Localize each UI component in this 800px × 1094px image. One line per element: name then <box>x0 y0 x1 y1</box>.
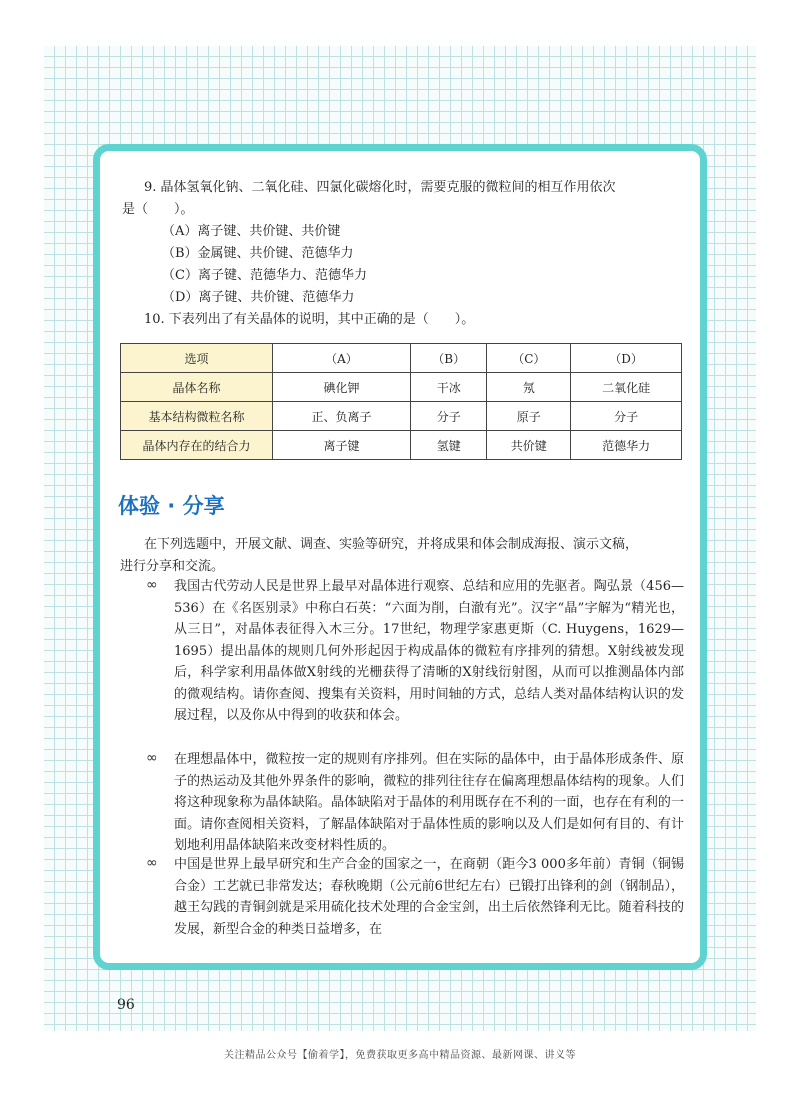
table-row-label: 晶体名称 <box>121 373 273 402</box>
topic-paragraph: 中国是世界上最早研究和生产合金的国家之一，在商朝（距今3 000多年前）青铜（铜锡合金）工艺就已非常发达；春秋晚期（公元前6世纪左右）已锻打出锋利的剑（钢制品），越王勾践的青铜剑就是采用硫化技术处理的合金宝剑，出土后依然锋利无比。随着科技的发展，新型合金的种类日益增多，在 <box>174 857 684 937</box>
table-cell: 氢键 <box>410 431 486 460</box>
crystal-table <box>120 343 682 460</box>
topic-paragraph: 在理想晶体中，微粒按一定的规则有序排列。但在实际的晶体中，由于晶体形成条件、原子的热运动及其他外界条件的影响，微粒的排列往往存在偏离理想晶体结构的现象。人们将这种现象称为晶体缺陷。晶体缺陷对于晶体的利用既存在不利的一面，也存在有利的一面。请你查阅相关资料，了解晶体缺陷对于晶体性质的影响以及人们是如何有目的、有计划地利用晶体缺陷来改变材料性质的。 <box>174 752 684 853</box>
question-9-option-b: （B）金属键、共价键、范德华力 <box>162 246 354 261</box>
table-cell: 氖 <box>487 373 571 402</box>
section-intro-line2: 进行分享和交流。 <box>120 559 225 574</box>
table-header-cell: （D） <box>571 344 682 373</box>
table-cell: 共价键 <box>487 431 571 460</box>
question-10: 10. 下表列出了有关晶体的说明，其中正确的是（ ）。 <box>144 312 475 327</box>
footer-note: 关注精品公众号【偷着学】，免费获取更多高中精品资源、最新网课、讲义等 <box>224 1050 576 1061</box>
question-9-option-c: （C）离子键、范德华力、范德华力 <box>162 268 367 283</box>
table-cell: 分子 <box>410 402 486 431</box>
bullet-icon: ∞ <box>146 750 158 766</box>
table-cell: 干冰 <box>410 373 486 402</box>
section-title: 体验 · 分享 <box>118 494 225 518</box>
section-intro-line1: 在下列选题中，开展文献、调查、实验等研究，并将成果和体会制成海报、演示文稿， <box>144 537 639 552</box>
question-9-line1: 9. 晶体氢氧化钠、二氧化硅、四氯化碳熔化时，需要克服的微粒间的相互作用依次 <box>144 180 616 195</box>
question-9-line2: 是（ ）。 <box>122 202 194 217</box>
table-header-cell: （C） <box>487 344 571 373</box>
question-9-option-d: （D）离子键、共价键、范德华力 <box>162 290 355 305</box>
table-cell: 二氧化硅 <box>571 373 682 402</box>
table-cell: 范德华力 <box>571 431 682 460</box>
table-row <box>121 431 682 460</box>
topic-paragraph: 我国古代劳动人民是世界上最早对晶体进行观察、总结和应用的先驱者。陶弘景（456—536）在《名医别录》中称白石英：“六面为削，白澈有光”。汉字“晶”字解为“精光也，从三日”，对晶体表征得入木三分。17世纪，物理学家惠更斯（C. Huygens，1629—1695）提出晶体的规则几何外形起因于构成晶体的微粒有序排列的猜想。X射线被发现后，科学家利用晶体做X射线的光栅获得了清晰的X射线衍射图，从而可以推测晶体内部的微观结构。请你查阅、搜集有关资料，用时间轴的方式，总结人类对晶体结构认识的发展过程，以及你从中得到的收获和体会。 <box>174 579 684 723</box>
table-header-cell: （B） <box>410 344 486 373</box>
table-header-cell: 选项 <box>121 344 273 373</box>
table-cell: 碘化钾 <box>273 373 411 402</box>
table-cell: 原子 <box>487 402 571 431</box>
table-cell: 分子 <box>571 402 682 431</box>
question-9-option-a: （A）离子键、共价键、共价键 <box>162 224 341 239</box>
table-header-row <box>121 344 682 373</box>
table-header-cell: （A） <box>273 344 411 373</box>
page-number: 96 <box>117 997 135 1013</box>
table-row <box>121 373 682 402</box>
table-cell: 正、负离子 <box>273 402 411 431</box>
table-row-label: 基本结构微粒名称 <box>121 402 273 431</box>
bullet-icon: ∞ <box>146 577 158 593</box>
table-row-label: 晶体内存在的结合力 <box>121 431 273 460</box>
table-cell: 离子键 <box>273 431 411 460</box>
table-row <box>121 402 682 431</box>
bullet-icon: ∞ <box>146 855 158 871</box>
